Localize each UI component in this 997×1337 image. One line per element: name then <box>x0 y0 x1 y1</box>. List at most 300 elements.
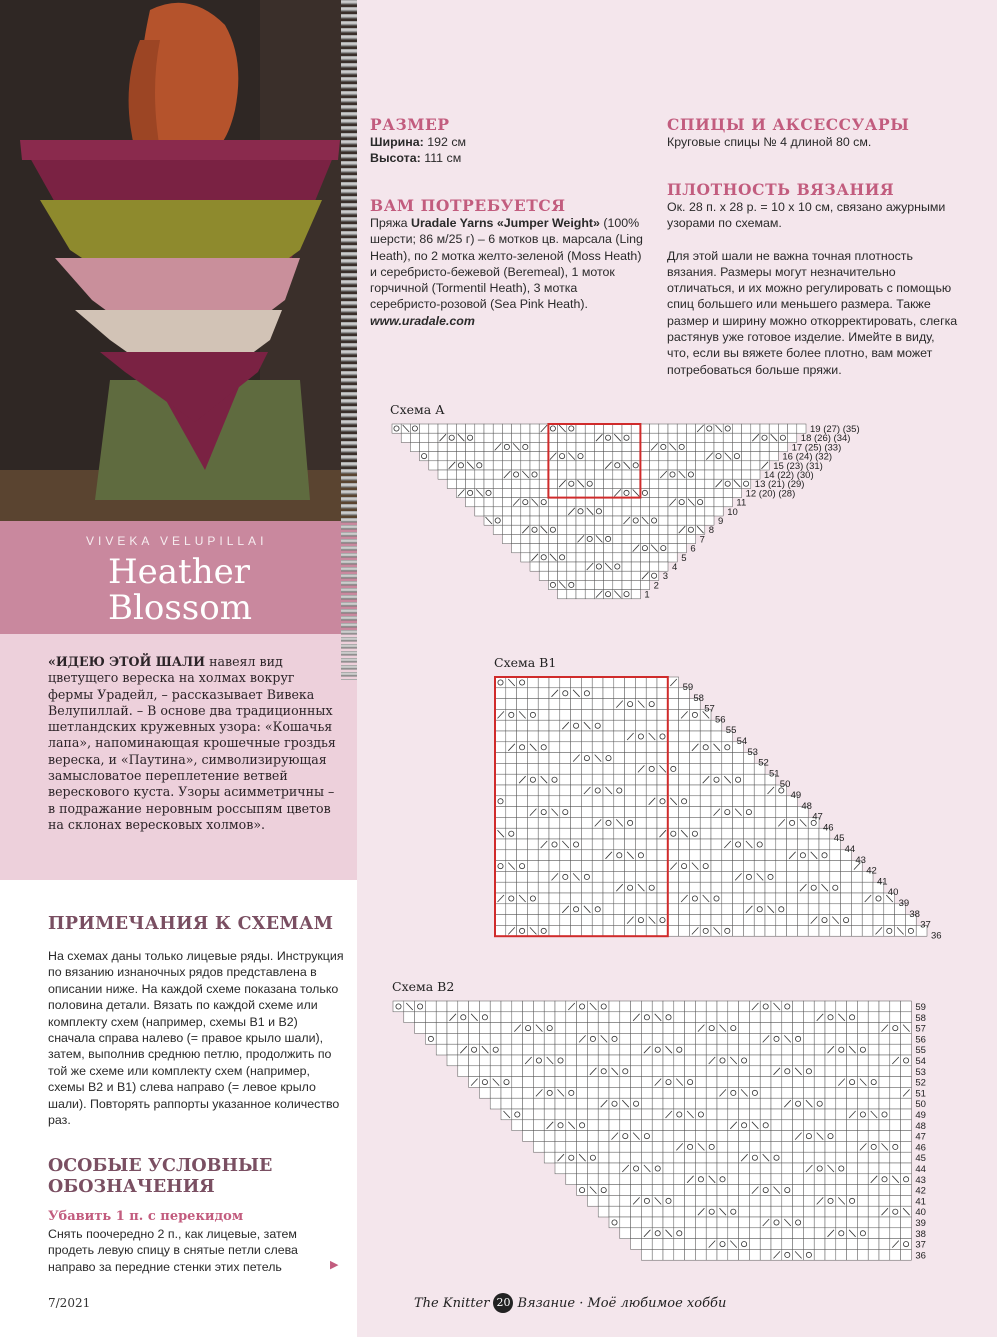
grid-cell <box>581 925 592 936</box>
grid-cell <box>609 1195 620 1206</box>
grid-cell <box>814 1141 825 1152</box>
chart-b2-row-label: 47 <box>915 1131 926 1143</box>
grid-cell <box>879 1001 890 1012</box>
grid-cell <box>788 433 797 442</box>
grid-cell <box>548 516 557 525</box>
grid-cell <box>751 424 760 433</box>
grid-cell <box>776 828 787 839</box>
grid-cell <box>847 1001 858 1012</box>
grid-cell <box>739 1120 750 1131</box>
grid-cell <box>677 479 686 488</box>
grid-cell <box>668 433 677 442</box>
grid-cell <box>782 1012 793 1023</box>
grid-cell <box>717 1131 728 1142</box>
grid-cell <box>776 925 787 936</box>
chart-b2-row-label: 43 <box>915 1174 926 1186</box>
grid-cell <box>436 1012 447 1023</box>
grid-cell <box>695 1249 706 1260</box>
grid-cell <box>836 1131 847 1142</box>
grid-cell <box>814 1044 825 1055</box>
grid-cell <box>808 893 819 904</box>
grid-cell <box>567 488 576 497</box>
grid-cell <box>567 562 576 571</box>
grid-cell <box>544 1087 555 1098</box>
grid-cell <box>760 1185 771 1196</box>
grid-cell <box>646 688 657 699</box>
grid-cell <box>868 1195 879 1206</box>
grid-cell <box>836 1098 847 1109</box>
grid-cell <box>836 1206 847 1217</box>
grid-cell <box>490 1066 501 1077</box>
grid-cell <box>652 1163 663 1174</box>
grid-cell <box>506 731 517 742</box>
grid-cell <box>652 1044 663 1055</box>
grid-cell <box>659 516 668 525</box>
grid-cell <box>567 534 576 543</box>
grid-cell <box>663 1066 674 1077</box>
grid-cell <box>609 1217 620 1228</box>
grid-cell <box>614 861 625 872</box>
grid-cell <box>803 1077 814 1088</box>
grid-cell <box>901 1152 912 1163</box>
grid-cell <box>641 1217 652 1228</box>
grid-cell <box>415 1001 426 1012</box>
grid-cell <box>527 796 538 807</box>
grid-cell <box>782 1152 793 1163</box>
grid-cell <box>700 753 711 764</box>
grid-cell <box>604 544 613 553</box>
grid-cell <box>787 839 798 850</box>
grid-cell <box>501 1033 512 1044</box>
grid-cell <box>695 1217 706 1228</box>
grid-cell <box>659 544 668 553</box>
grid-cell <box>733 828 744 839</box>
grid-cell <box>523 1120 534 1131</box>
grid-cell <box>830 871 841 882</box>
grid-cell <box>884 925 895 936</box>
grid-cell <box>479 1077 490 1088</box>
grid-cell <box>819 861 830 872</box>
needles-text: Круговые спицы № 4 длиной 80 см. <box>667 135 872 149</box>
grid-cell <box>705 498 714 507</box>
grid-cell <box>538 915 549 926</box>
grid-cell <box>581 699 592 710</box>
grid-cell <box>641 1174 652 1185</box>
grid-cell <box>847 1206 858 1217</box>
chart-a-row-label: 7 <box>699 534 705 546</box>
grid-cell <box>539 433 548 442</box>
grid-cell <box>620 1001 631 1012</box>
grid-cell <box>544 1109 555 1120</box>
grid-cell <box>803 1055 814 1066</box>
grid-cell <box>571 817 582 828</box>
grid-cell <box>679 839 690 850</box>
grid-cell <box>743 763 754 774</box>
grid-cell <box>567 461 576 470</box>
grid-cell <box>782 1120 793 1131</box>
grid-cell <box>659 442 668 451</box>
grid-cell <box>760 1239 771 1250</box>
grid-cell <box>517 850 528 861</box>
grid-cell <box>679 742 690 753</box>
grid-cell <box>609 1077 620 1088</box>
grid-cell <box>566 1023 577 1034</box>
grid-cell <box>585 424 594 433</box>
grid-cell <box>469 1023 480 1034</box>
grid-cell <box>533 1120 544 1131</box>
grid-cell <box>705 507 714 516</box>
grid-cell <box>760 1249 771 1260</box>
grid-cell <box>581 893 592 904</box>
grid-cell <box>567 424 576 433</box>
grid-cell <box>754 882 765 893</box>
grid-cell <box>635 742 646 753</box>
grid-cell <box>717 1217 728 1228</box>
grid-cell <box>890 1163 901 1174</box>
grid-cell <box>857 1109 868 1120</box>
grid-cell <box>782 1131 793 1142</box>
grid-cell <box>679 763 690 774</box>
grid-cell <box>700 731 711 742</box>
grid-cell <box>679 753 690 764</box>
grid-cell <box>728 1012 739 1023</box>
grid-cell <box>657 796 668 807</box>
grid-cell <box>705 479 714 488</box>
grid-cell <box>836 1120 847 1131</box>
grid-cell <box>657 850 668 861</box>
grid-cell <box>548 424 557 433</box>
grid-cell <box>857 1206 868 1217</box>
grid-cell <box>819 915 830 926</box>
grid-cell <box>739 1217 750 1228</box>
grid-cell <box>722 817 733 828</box>
grid-cell <box>517 742 528 753</box>
grid-cell <box>733 753 744 764</box>
grid-cell <box>493 452 502 461</box>
grid-cell <box>646 850 657 861</box>
grid-cell <box>609 1098 620 1109</box>
grid-cell <box>493 424 502 433</box>
grid-cell <box>890 1217 901 1228</box>
grid-cell <box>749 1239 760 1250</box>
grid-cell <box>679 817 690 828</box>
grid-cell <box>458 1023 469 1034</box>
chart-b1-row-label: 40 <box>887 887 899 899</box>
grid-cell <box>587 1109 598 1120</box>
grid-cell <box>674 1001 685 1012</box>
grid-cell <box>506 850 517 861</box>
grid-cell <box>901 1012 912 1023</box>
chart-b2-row-label: 54 <box>915 1056 926 1067</box>
grid-cell <box>868 1239 879 1250</box>
grid-cell <box>506 709 517 720</box>
grid-cell <box>598 1120 609 1131</box>
grid-cell <box>674 1087 685 1098</box>
grid-cell <box>749 1217 760 1228</box>
grid-cell <box>544 1033 555 1044</box>
grid-cell <box>686 442 695 451</box>
grid-cell <box>717 1120 728 1131</box>
grid-cell <box>677 424 686 433</box>
grid-cell <box>739 1206 750 1217</box>
grid-cell <box>558 553 567 562</box>
grid-cell <box>592 861 603 872</box>
grid-cell <box>782 1087 793 1098</box>
grid-cell <box>679 915 690 926</box>
grid-cell <box>825 1098 836 1109</box>
grid-cell <box>717 1228 728 1239</box>
grid-cell <box>825 1001 836 1012</box>
grid-cell <box>631 1077 642 1088</box>
grid-cell <box>771 1087 782 1098</box>
grid-cell <box>631 1174 642 1185</box>
grid-cell <box>825 1033 836 1044</box>
grid-cell <box>585 553 594 562</box>
grid-cell <box>458 1012 469 1023</box>
grid-cell <box>521 534 530 543</box>
grid-cell <box>594 452 603 461</box>
grid-cell <box>879 1239 890 1250</box>
grid-cell <box>803 1228 814 1239</box>
grid-cell <box>689 828 700 839</box>
grid-cell <box>868 1206 879 1217</box>
grid-cell <box>793 1033 804 1044</box>
grid-cell <box>868 1087 879 1098</box>
grid-cell <box>728 1217 739 1228</box>
needles-heading: СПИЦЫ И АКСЕССУАРЫ <box>667 115 910 134</box>
grid-cell <box>641 1141 652 1152</box>
grid-cell <box>668 488 677 497</box>
grid-cell <box>469 1044 480 1055</box>
grid-cell <box>857 1066 868 1077</box>
chart-b1-row-label: 55 <box>725 725 737 737</box>
grid-cell <box>793 1044 804 1055</box>
grid-cell <box>695 1174 706 1185</box>
grid-cell <box>689 915 700 926</box>
grid-cell <box>674 1217 685 1228</box>
supplier-url[interactable]: www.uradale.com <box>370 313 475 328</box>
grid-cell <box>879 1109 890 1120</box>
grid-cell <box>754 807 765 818</box>
chart-b1-row-label: 54 <box>736 736 748 747</box>
grid-cell <box>538 882 549 893</box>
grid-cell <box>657 774 668 785</box>
grid-cell <box>771 1239 782 1250</box>
grid-cell <box>576 488 585 497</box>
chart-b1-row-label: 57 <box>704 703 715 715</box>
grid-cell <box>640 580 649 589</box>
grid-cell <box>620 1066 631 1077</box>
grid-cell <box>674 1195 685 1206</box>
grid-cell <box>549 850 560 861</box>
grid-cell <box>808 861 819 872</box>
grid-cell <box>447 433 456 442</box>
grid-cell <box>533 1012 544 1023</box>
grid-cell <box>782 1195 793 1206</box>
grid-cell <box>695 1109 706 1120</box>
grid-cell <box>631 1239 642 1250</box>
grid-cell <box>533 1066 544 1077</box>
grid-cell <box>793 1001 804 1012</box>
grid-cell <box>711 796 722 807</box>
grid-cell <box>711 850 722 861</box>
grid-cell <box>771 1163 782 1174</box>
grid-cell <box>659 452 668 461</box>
grid-cell <box>604 424 613 433</box>
grid-cell <box>765 850 776 861</box>
grid-cell <box>905 925 916 936</box>
grid-cell <box>538 677 549 688</box>
grid-cell <box>739 1012 750 1023</box>
grid-cell <box>851 871 862 882</box>
grid-cell <box>652 1098 663 1109</box>
grid-cell <box>635 807 646 818</box>
grid-cell <box>739 1077 750 1088</box>
grid-cell <box>560 807 571 818</box>
grid-cell <box>521 442 530 451</box>
grid-cell <box>851 893 862 904</box>
grid-cell <box>456 452 465 461</box>
grid-cell <box>631 1055 642 1066</box>
grid-cell <box>728 1249 739 1260</box>
grid-cell <box>558 544 567 553</box>
grid-cell <box>700 720 711 731</box>
grid-cell <box>479 1001 490 1012</box>
grid-cell <box>613 534 622 543</box>
grid-cell <box>576 544 585 553</box>
grid-cell <box>613 498 622 507</box>
grid-cell <box>868 1163 879 1174</box>
grid-cell <box>686 452 695 461</box>
grid-cell <box>743 915 754 926</box>
height-label: Высота: <box>370 151 421 166</box>
grid-cell <box>625 709 636 720</box>
grid-cell <box>814 1001 825 1012</box>
grid-cell <box>581 871 592 882</box>
grid-cell <box>776 882 787 893</box>
grid-cell <box>689 720 700 731</box>
grid-cell <box>544 1066 555 1077</box>
grid-cell <box>652 1174 663 1185</box>
grid-cell <box>650 470 659 479</box>
grid-cell <box>659 534 668 543</box>
chart-a-row-label: 12 (20) (28) <box>745 488 796 500</box>
grid-cell <box>447 1023 458 1034</box>
spiral-binding <box>341 0 357 680</box>
grid-cell <box>733 763 744 774</box>
grid-cell <box>577 1098 588 1109</box>
grid-cell <box>739 1174 750 1185</box>
grid-cell <box>581 882 592 893</box>
grid-cell <box>706 1131 717 1142</box>
grid-cell <box>663 1120 674 1131</box>
grid-cell <box>814 1217 825 1228</box>
grid-cell <box>685 1033 696 1044</box>
grid-cell <box>663 1195 674 1206</box>
grid-cell <box>841 925 852 936</box>
grid-cell <box>585 571 594 580</box>
grid-cell <box>566 1087 577 1098</box>
grid-cell <box>657 807 668 818</box>
grid-cell <box>879 1131 890 1142</box>
grid-cell <box>533 1141 544 1152</box>
grid-cell <box>538 709 549 720</box>
grid-cell <box>814 1174 825 1185</box>
grid-cell <box>614 774 625 785</box>
grid-cell <box>677 433 686 442</box>
grid-cell <box>857 1044 868 1055</box>
grid-cell <box>668 915 679 926</box>
grid-cell <box>841 871 852 882</box>
grid-cell <box>711 828 722 839</box>
grid-cell <box>749 1163 760 1174</box>
grid-cell <box>760 1174 771 1185</box>
grid-cell <box>517 753 528 764</box>
grid-cell <box>538 807 549 818</box>
grid-cell <box>415 1023 426 1034</box>
grid-cell <box>797 828 808 839</box>
pattern-title <box>108 554 252 626</box>
grid-cell <box>760 1195 771 1206</box>
grid-cell <box>458 1001 469 1012</box>
grid-cell <box>512 433 521 442</box>
grid-cell <box>587 1152 598 1163</box>
title-line-1: Heather <box>108 552 250 592</box>
grid-cell <box>754 796 765 807</box>
grid-cell <box>625 763 636 774</box>
grid-cell <box>836 1033 847 1044</box>
grid-cell <box>592 796 603 807</box>
grid-cell <box>495 807 506 818</box>
grid-cell <box>581 861 592 872</box>
grid-cell <box>425 1023 436 1034</box>
grid-cell <box>613 424 622 433</box>
grid-cell <box>560 796 571 807</box>
grid-cell <box>689 839 700 850</box>
grid-cell <box>604 525 613 534</box>
grid-cell <box>555 1033 566 1044</box>
grid-cell <box>625 817 636 828</box>
grid-cell <box>502 452 511 461</box>
grid-cell <box>577 1141 588 1152</box>
grid-cell <box>700 828 711 839</box>
grid-cell <box>631 1217 642 1228</box>
grid-cell <box>749 1131 760 1142</box>
grid-cell <box>466 424 475 433</box>
grid-cell <box>429 433 438 442</box>
grid-cell <box>576 553 585 562</box>
grid-cell <box>722 828 733 839</box>
grid-cell <box>803 1185 814 1196</box>
grid-cell <box>571 904 582 915</box>
grid-cell <box>901 1098 912 1109</box>
grid-cell <box>587 1077 598 1088</box>
grid-cell <box>685 1206 696 1217</box>
grid-cell <box>782 1077 793 1088</box>
grid-cell <box>714 452 723 461</box>
grid-cell <box>782 1055 793 1066</box>
grid-cell <box>530 516 539 525</box>
grid-cell <box>585 433 594 442</box>
grid-cell <box>544 1023 555 1034</box>
grid-cell <box>622 580 631 589</box>
grid-cell <box>841 893 852 904</box>
grid-cell <box>549 753 560 764</box>
grid-cell <box>868 1131 879 1142</box>
grid-cell <box>679 796 690 807</box>
grid-cell <box>620 1228 631 1239</box>
grid-cell <box>847 1087 858 1098</box>
